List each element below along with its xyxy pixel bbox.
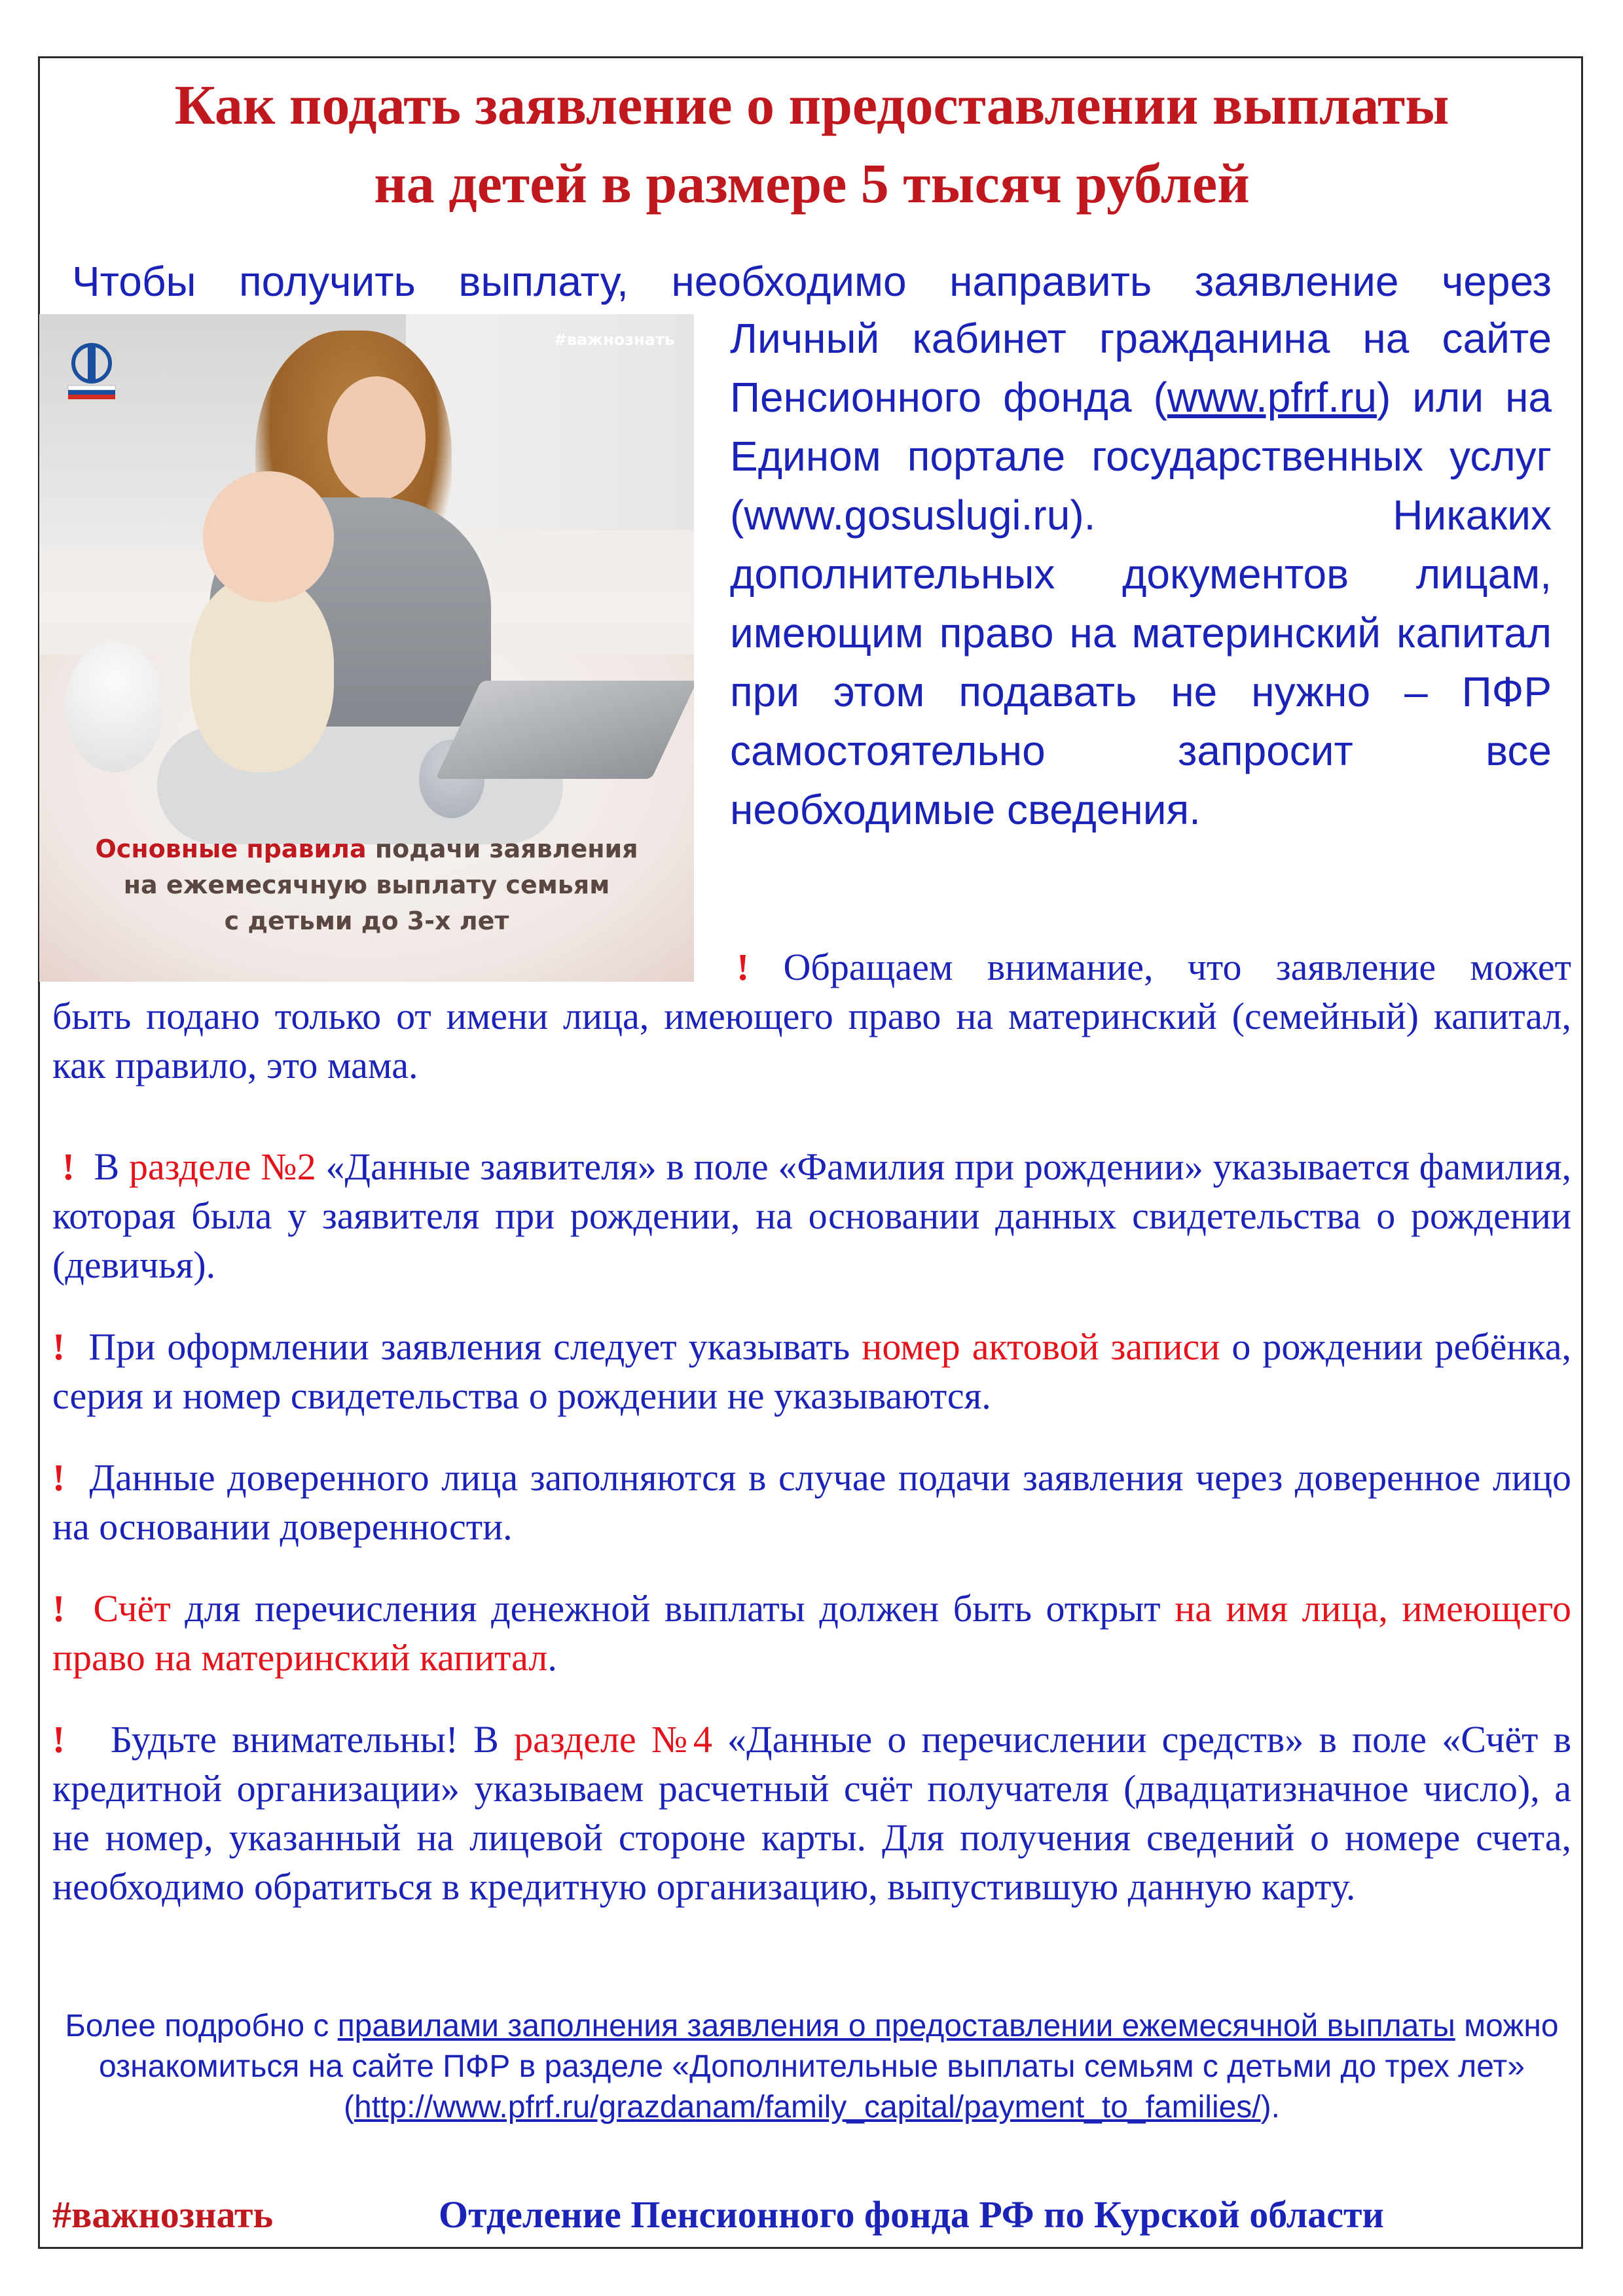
caption-highlight: Основные правила	[95, 834, 367, 863]
mother-with-baby-illustration	[39, 314, 694, 982]
note-4-text: Данные доверенного лица заполняются в случае подачи заявления через доверенное лицо на основании доверенности.	[52, 1456, 1571, 1548]
note-2	[52, 1142, 1571, 1289]
laptop	[435, 681, 694, 779]
filling-rules-link[interactable]: правилами заполнения заявления о предоставлении ежемесячной выплаты	[337, 2009, 1455, 2043]
intro-first-line: Чтобы получить выплату, необходимо направить заявление через	[72, 258, 1552, 305]
note-1-rest: быть подано только от имени лица, имеющего право на материнский (семейный) капитал, как правило, это мама.	[52, 995, 1571, 1086]
exclamation-mark: !	[52, 1587, 65, 1630]
note-5	[52, 1584, 1571, 1682]
note-2-text-b: «Данные заявителя» в поле «Фамилия при рождении» указывается фамилия, которая была у заявителя при рождении, на основании данных свидетельства о рождении (девичья).	[52, 1145, 1572, 1286]
note-6	[52, 1715, 1571, 1911]
intro-text-before-link: Личный кабинет гражданина на сайте Пенсионного фонда (	[730, 315, 1552, 421]
exclamation-mark: !	[52, 1718, 65, 1761]
caption-line-1-rest: подачи заявления	[366, 834, 638, 863]
note-3-highlight: номер актовой записи	[862, 1325, 1220, 1368]
image-caption	[39, 831, 694, 939]
exclamation-mark: !	[52, 1456, 65, 1499]
exclamation-mark: !	[62, 1145, 75, 1188]
note-2-text-a: В	[94, 1145, 129, 1188]
pfr-logo-icon	[59, 337, 124, 403]
note-6-text-a: Будьте внимательны! В	[110, 1718, 515, 1761]
title-line-2: на детей в размере 5 тысяч рублей	[374, 152, 1250, 215]
page-title	[59, 65, 1565, 223]
footer-organization: Отделение Пенсионного фонда РФ по Курской области	[439, 2193, 1384, 2236]
intro-text-after-link: ) или на Едином портале государственных услуг (www.gosuslugi.ru). Никаких дополнительных документов лицам, имеющим право на материнский капитал при этом подавать не нужно – ПФР самостоятельно запросит все необходимые сведения.	[730, 374, 1552, 833]
teddy-bear	[65, 641, 164, 772]
baby-body	[190, 576, 334, 772]
note-5-highlight-owner: на имя лица, имеющего право на материнский капитал	[52, 1587, 1572, 1679]
note-5-text-b: .	[547, 1636, 557, 1679]
caption-line-2: на ежемесячную выплату семьям	[123, 870, 610, 899]
note-5-highlight-account: Счёт	[93, 1587, 171, 1630]
pfr-payment-url-link[interactable]: http://www.pfrf.ru/grazdanam/family_capital/payment_to_families/	[354, 2090, 1261, 2125]
note-6-text-b: «Данные о перечислении средств» в поле «Счёт в кредитной организации» указываем расчетный счёт получателя (двадцатизначное число), а не номер, указанный на лицевой стороне карты. Для получения сведений о номере счета, необходимо обратиться в кредитную организацию, выпустившую данную карту.	[52, 1718, 1571, 1908]
note-6-highlight: разделе №4	[514, 1718, 712, 1761]
footer-hashtag: #важнознать	[52, 2193, 274, 2236]
note-1-first-text: Обращаем внимание, что заявление может	[783, 946, 1572, 988]
exclamation-mark: !	[52, 1325, 65, 1368]
title-line-1: Как подать заявление о предоставлении выплаты	[174, 73, 1450, 136]
note-3	[52, 1322, 1571, 1420]
more-info-paragraph	[52, 2006, 1571, 2128]
more-info-text-a: Более подробно с	[65, 2009, 338, 2043]
caption-line-3: с детьми до 3-х лет	[224, 906, 509, 935]
exclamation-mark: !	[737, 946, 750, 988]
more-info-text-b: можно ознакомиться на сайте ПФР в разделе «Дополнительные выплаты семьям с детьми до трех лет» (	[99, 2009, 1559, 2125]
pfr-site-link[interactable]: www.pfrf.ru	[1167, 374, 1377, 421]
note-1-first-line	[737, 942, 1571, 992]
note-3-text-a: При оформлении заявления следует указывать	[88, 1325, 862, 1368]
image-hashtag: #важнознать	[553, 331, 674, 349]
note-3-text-b: о рождении ребёнка, серия и номер свидетельства о рождении не указываются.	[52, 1325, 1571, 1417]
baby-head	[203, 471, 334, 602]
note-2-highlight: разделе №2	[128, 1145, 316, 1188]
note-4	[52, 1453, 1571, 1551]
more-info-text-c: ).	[1260, 2090, 1280, 2125]
note-5-text-a: для перечисления денежной выплаты должен быть открыт	[170, 1587, 1175, 1630]
mother-face	[327, 376, 426, 501]
intro-paragraph	[730, 309, 1552, 839]
